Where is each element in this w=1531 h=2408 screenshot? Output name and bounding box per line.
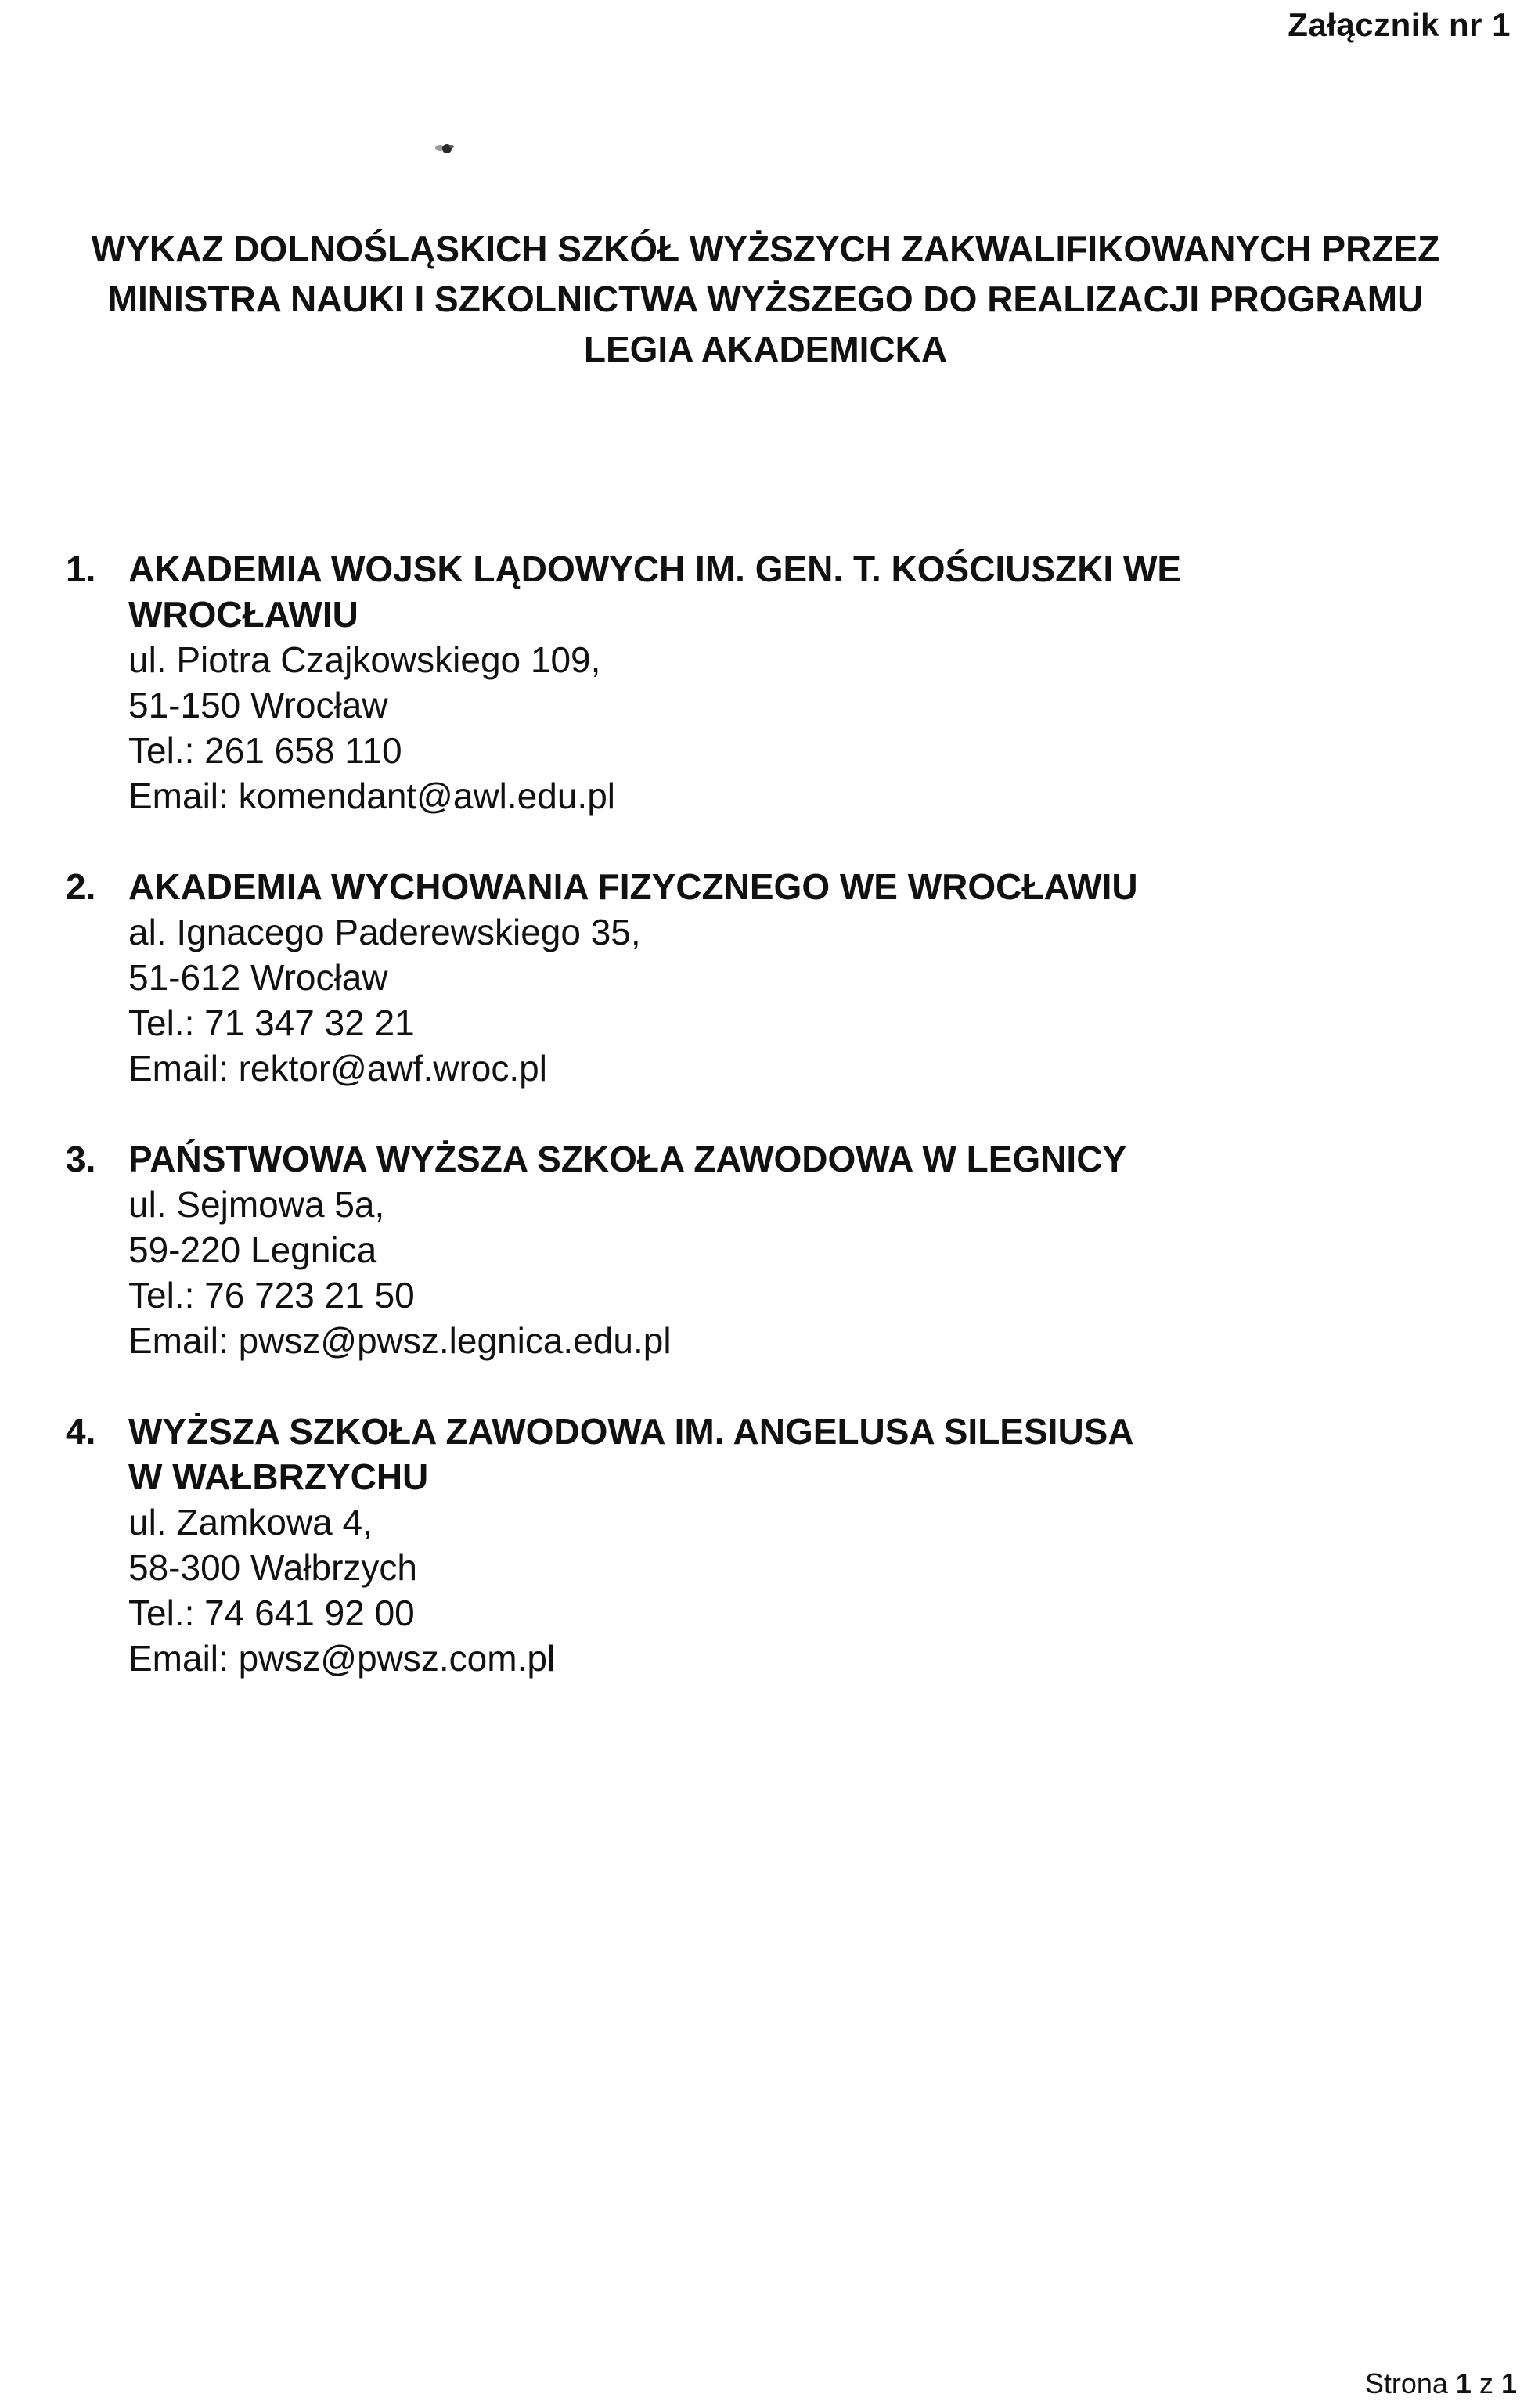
entry-number: 3. bbox=[66, 1139, 96, 1179]
entry-body bbox=[128, 864, 1475, 1091]
heading-line: LEGIA AKADEMICKA bbox=[583, 329, 948, 369]
page-footer bbox=[1365, 2367, 1517, 2400]
university-name-line: AKADEMIA WOJSK LĄDOWYCH IM. GEN. T. KOŚCIUSZKI WE bbox=[128, 549, 1182, 589]
postal-city: 59-220 Legnica bbox=[128, 1229, 377, 1270]
total-page-number: 1 bbox=[1500, 2367, 1517, 2399]
university-name-line: WROCŁAWIU bbox=[128, 594, 358, 635]
document-heading bbox=[0, 224, 1531, 374]
phone-number: Tel.: 261 658 110 bbox=[128, 730, 402, 771]
email-address: Email: komendant@awl.edu.pl bbox=[128, 776, 616, 816]
postal-city: 58-300 Wałbrzych bbox=[128, 1547, 418, 1588]
page-label: Strona bbox=[1364, 2367, 1448, 2399]
university-name-line: WYŻSZA SZKOŁA ZAWODOWA IM. ANGELUSA SILESIUSA bbox=[128, 1411, 1134, 1452]
phone-number: Tel.: 71 347 32 21 bbox=[128, 1002, 415, 1043]
university-name bbox=[128, 864, 1475, 909]
street-address: ul. Sejmowa 5a, bbox=[128, 1184, 385, 1225]
entry-number: 4. bbox=[66, 1411, 96, 1452]
postal-city: 51-150 Wrocław bbox=[128, 685, 388, 725]
university-name bbox=[128, 1136, 1475, 1182]
university-list bbox=[66, 546, 1475, 1681]
email-address: Email: rektor@awf.wroc.pl bbox=[128, 1048, 547, 1089]
heading-line: MINISTRA NAUKI I SZKOLNICTWA WYŻSZEGO DO REALIZACJI PROGRAMU bbox=[107, 279, 1424, 319]
university-entry bbox=[66, 1409, 1475, 1681]
attachment-label: Załącznik nr 1 bbox=[1288, 6, 1511, 43]
street-address: ul. Zamkowa 4, bbox=[128, 1502, 373, 1542]
email-address: Email: pwsz@pwsz.com.pl bbox=[128, 1638, 556, 1679]
postal-city: 51-612 Wrocław bbox=[128, 957, 388, 998]
email-address: Email: pwsz@pwsz.legnica.edu.pl bbox=[128, 1320, 672, 1361]
entry-body bbox=[128, 1409, 1475, 1681]
university-entry bbox=[66, 864, 1475, 1091]
entry-body bbox=[128, 546, 1475, 819]
university-name-line: W WAŁBRZYCHU bbox=[128, 1456, 429, 1497]
university-name-line: PAŃSTWOWA WYŻSZA SZKOŁA ZAWODOWA W LEGNICY bbox=[128, 1139, 1127, 1179]
entry-number: 1. bbox=[66, 549, 96, 589]
current-page-number: 1 bbox=[1455, 2367, 1472, 2399]
scan-speck-mark bbox=[432, 139, 456, 157]
university-entry bbox=[66, 1136, 1475, 1363]
phone-number: Tel.: 76 723 21 50 bbox=[128, 1275, 415, 1316]
entry-body bbox=[128, 1136, 1475, 1363]
street-address: al. Ignacego Paderewskiego 35, bbox=[128, 912, 641, 952]
heading-line: WYKAZ DOLNOŚLĄSKICH SZKÓŁ WYŻSZYCH ZAKWALIFIKOWANYCH PRZEZ bbox=[91, 229, 1440, 269]
university-name bbox=[128, 546, 1475, 637]
phone-number: Tel.: 74 641 92 00 bbox=[128, 1593, 415, 1633]
street-address: ul. Piotra Czajkowskiego 109, bbox=[128, 639, 601, 680]
university-entry bbox=[66, 546, 1475, 819]
university-name-line: AKADEMIA WYCHOWANIA FIZYCZNEGO WE WROCŁAWIU bbox=[128, 866, 1138, 907]
university-name bbox=[128, 1409, 1475, 1499]
entry-number: 2. bbox=[66, 866, 96, 907]
page-of-label: z bbox=[1479, 2367, 1493, 2399]
